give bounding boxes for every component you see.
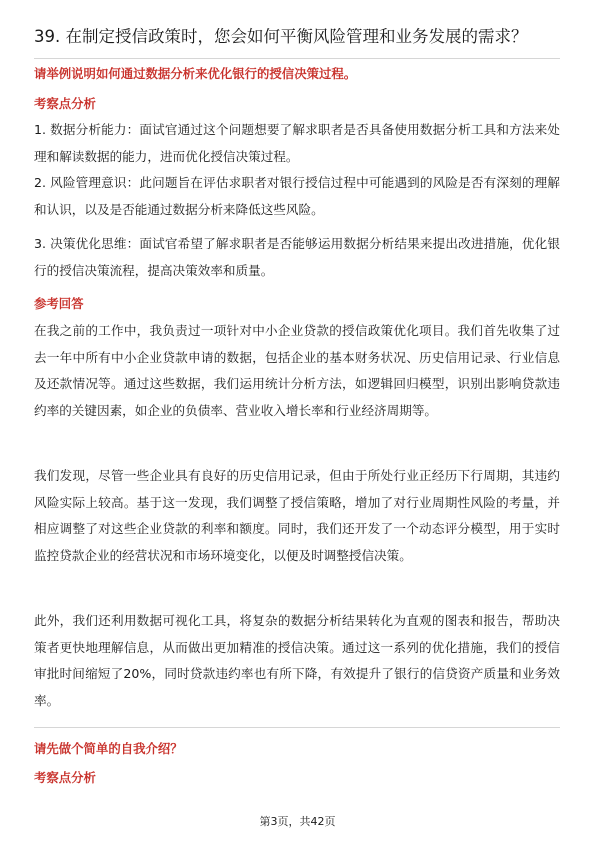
answer-paragraph-1: 在我之前的工作中，我负责过一项针对中小企业贷款的授信政策优化项目。我们首先收集了过去一年中所有中小企业贷款申请的数据，包括企业的基本财务状况、历史信用记录、行业信息及还款情况等。通过这些数据，我们运用统计分析方法，如逻辑回归模型，识别出影响贷款违约率的关键因素，如企业的负债率、营业收入增长率和行业经济周期等。 <box>34 323 560 418</box>
answer-heading: 参考回答 <box>34 296 84 311</box>
next-analysis-heading: 考察点分析 <box>34 770 96 785</box>
divider <box>34 58 560 59</box>
divider <box>34 727 560 728</box>
question-prompt: 请举例说明如何通过数据分析来优化银行的授信决策过程。 <box>34 66 357 81</box>
answer-paragraph-3: 此外，我们还利用数据可视化工具，将复杂的数据分析结果转化为直观的图表和报告，帮助决策者更快地理解信息，从而做出更加精准的授信决策。通过这一系列的优化措施，我们的授信审批时间缩短了20%，同时贷款违约率也有所下降，有效提升了银行的信贷资产质量和业务效率。 <box>34 613 560 708</box>
analysis-point-1: 1. 数据分析能力：面试官通过这个问题想要了解求职者是否具备使用数据分析工具和方法来处理和解读数据的能力，进而优化授信决策过程。 <box>34 122 560 164</box>
next-question-prompt: 请先做个简单的自我介绍？ <box>34 741 183 756</box>
analysis-heading: 考察点分析 <box>34 96 96 111</box>
answer-paragraph-2: 我们发现，尽管一些企业具有良好的历史信用记录，但由于所处行业正经历下行周期，其违约风险实际上较高。基于这一发现，我们调整了授信策略，增加了对行业周期性风险的考量，并相应调整了对这些企业贷款的利率和额度。同时，我们还开发了一个动态评分模型，用于实时监控贷款企业的经营状况和市场环境变化，以便及时调整授信决策。 <box>34 468 560 563</box>
analysis-point-2: 2. 风险管理意识：此问题旨在评估求职者对银行授信过程中可能遇到的风险是否有深刻的理解和认识，以及是否能通过数据分析来降低这些风险。 <box>34 175 560 217</box>
question-title: 39. 在制定授信政策时，您会如何平衡风险管理和业务发展的需求？ <box>34 27 528 46</box>
analysis-point-3: 3. 决策优化思维：面试官希望了解求职者是否能够运用数据分析结果来提出改进措施，优化银行的授信决策流程，提高决策效率和质量。 <box>34 236 560 278</box>
page-indicator: 第3页，共42页 <box>259 815 336 828</box>
